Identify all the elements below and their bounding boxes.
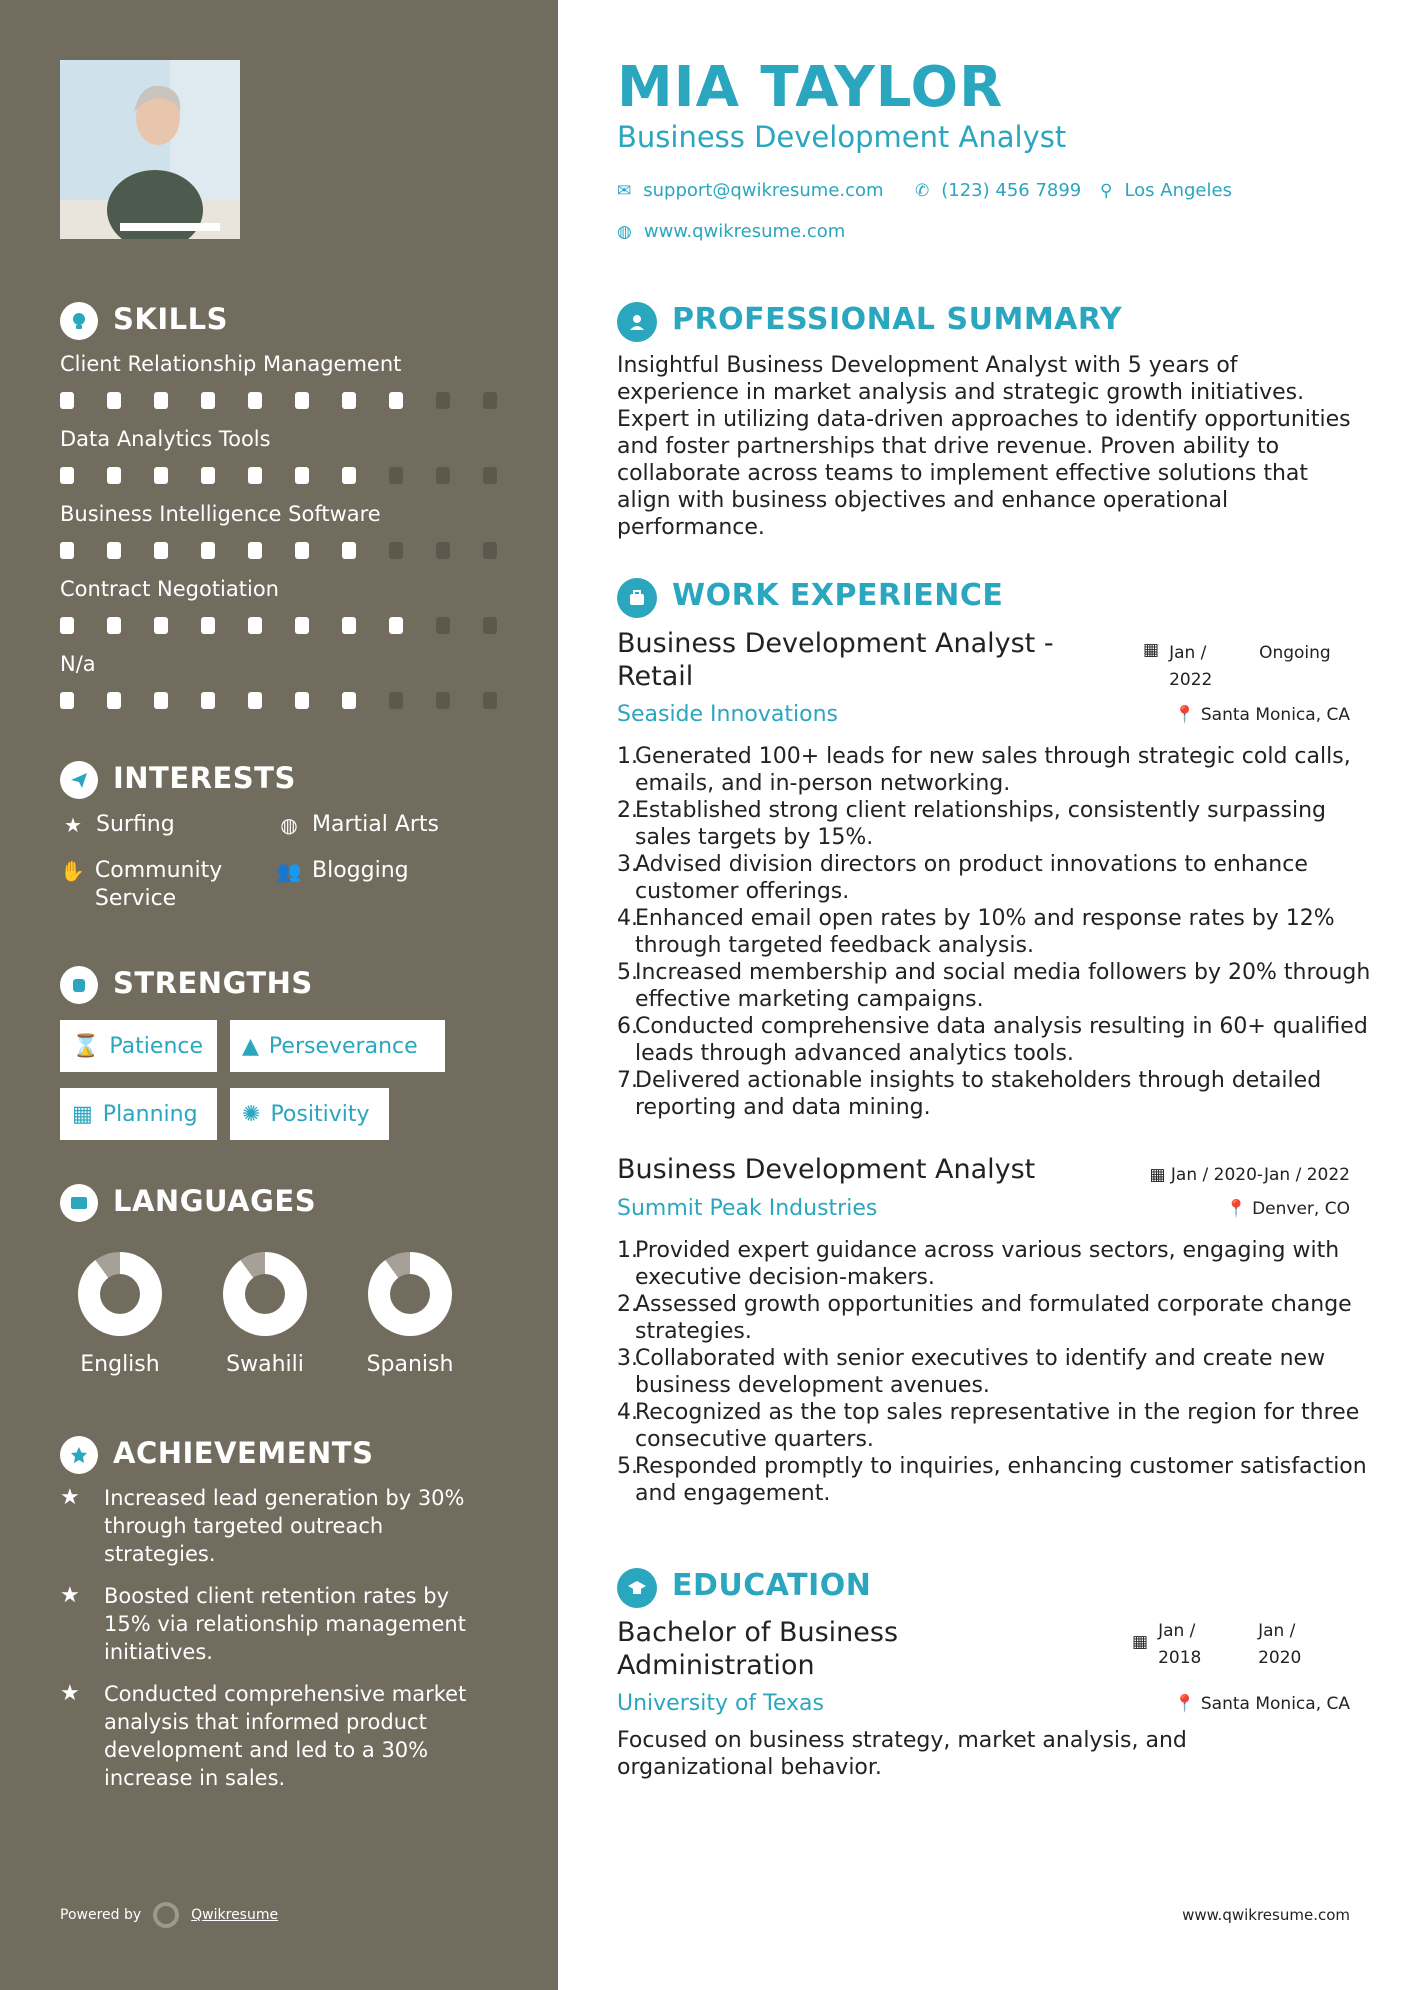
achievement-text: Conducted comprehensive market analysis that informed product development and led to a 30% increase in sales. (104, 1682, 467, 1790)
skill-dot (483, 467, 497, 484)
skill-dot (201, 467, 215, 484)
users-icon: 👥 (276, 859, 302, 883)
skill-dot (248, 617, 262, 634)
job-location-text: Denver, CO (1252, 1199, 1350, 1219)
bullet-item: Conducted comprehensive data analysis resulting in 60+ qualified leads through advanced analytics tools. (635, 1014, 1368, 1066)
achievement-item (60, 1680, 500, 1792)
pin-icon: 📍 (1174, 1694, 1196, 1714)
job-dates-text: Jan / 2020-Jan / 2022 (1170, 1165, 1350, 1185)
hourglass-icon: ⌛ (72, 1033, 100, 1059)
bullet-item: Enhanced email open rates by 10% and response rates by 12% through targeted feedback analysis. (635, 906, 1335, 958)
skill-dot (201, 692, 215, 709)
interest-item (276, 857, 409, 885)
candidate-name: MIA TAYLOR (617, 55, 1004, 120)
job-dates (1149, 1165, 1350, 1185)
language-label: English (80, 1352, 160, 1377)
language-ring (368, 1252, 452, 1336)
bullet-item: Provided expert guidance across various sectors, engaging with executive decision-makers. (635, 1238, 1340, 1290)
skill-dot (436, 542, 450, 559)
achievement-item (60, 1582, 500, 1666)
skill-name: Client Relationship Management (60, 352, 402, 376)
skill-dot (483, 617, 497, 634)
skill-dot (436, 392, 450, 409)
bullet-item: Increased membership and social media followers by 20% through effective marketing campaigns. (635, 960, 1371, 1012)
language-ring (223, 1252, 307, 1336)
language-icon (60, 1184, 98, 1222)
skill-dot (154, 467, 168, 484)
contact-location (1100, 180, 1232, 201)
calendar-icon: ▦ (1143, 640, 1160, 660)
strength-label: Perseverance (268, 1033, 418, 1059)
skill-dot (342, 467, 356, 484)
skill-level (60, 617, 530, 634)
pin-icon: 📍 (1174, 705, 1196, 725)
skill-dot (295, 617, 309, 634)
powered-by (60, 1902, 278, 1928)
road-icon: ▲ (242, 1033, 259, 1059)
shooting-star-icon: ★ (60, 1583, 80, 1608)
skill-dot (295, 542, 309, 559)
skill-level (60, 392, 530, 409)
shooting-star-icon: ★ (60, 1681, 80, 1706)
bullet-item: Established strong client relationships, consistently surpassing sales targets by 15%. (635, 798, 1326, 850)
interest-label: Martial Arts (312, 812, 440, 837)
skill-dot (107, 617, 121, 634)
job-location-text: Santa Monica, CA (1200, 705, 1350, 725)
achievement-item (60, 1484, 500, 1568)
interest-item (276, 811, 439, 839)
email-text: support@qwikresume.com (643, 180, 884, 201)
interests-title: INTERESTS (113, 761, 296, 795)
bullet-item: Collaborated with senior executives to identify and create new business development avenues. (635, 1346, 1326, 1398)
interest-item (60, 857, 250, 913)
calendar-icon: ▦ (1132, 1632, 1149, 1652)
job-dates (1143, 640, 1329, 694)
skills-title: SKILLS (113, 302, 228, 336)
skill-name: Business Intelligence Software (60, 502, 381, 526)
skill-dot (483, 392, 497, 409)
skill-dot (295, 692, 309, 709)
language-item (205, 1252, 325, 1377)
skill-dot (107, 467, 121, 484)
star-icon: ★ (64, 813, 82, 837)
contact-website[interactable] (617, 221, 845, 242)
strength-label: Planning (102, 1101, 198, 1127)
skill-name: Contract Negotiation (60, 577, 279, 601)
job-start: Jan / 2022 (1169, 643, 1213, 690)
shooting-star-icon: ★ (60, 1485, 80, 1510)
languages-title: LANGUAGES (113, 1184, 317, 1218)
skill-dot (389, 692, 403, 709)
skill-dot (201, 542, 215, 559)
interest-label: Blogging (312, 858, 409, 883)
job-title: Business Development Analyst - Retail (617, 628, 1054, 692)
job-location (1226, 1199, 1350, 1219)
language-item (60, 1252, 180, 1377)
skill-dot (154, 542, 168, 559)
education-dates (1132, 1618, 1313, 1672)
skill-dot (60, 467, 74, 484)
qwikresume-logo-icon (153, 1902, 179, 1928)
paper-plane-icon (60, 761, 98, 799)
language-item (350, 1252, 470, 1377)
skill-dot (60, 542, 74, 559)
bullet-item: Advised division directors on product innovations to enhance customer offerings. (635, 852, 1308, 904)
achievement-text: Boosted client retention rates by 15% via relationship management initiatives. (104, 1584, 466, 1664)
brand-link[interactable]: Qwikresume (191, 1907, 279, 1923)
skill-dot (154, 692, 168, 709)
sun-icon: ✺ (242, 1101, 261, 1127)
skill-dot (248, 467, 262, 484)
education-location-text: Santa Monica, CA (1200, 1694, 1350, 1714)
bullet-item: Delivered actionable insights to stakeholders through detailed reporting and data mining. (635, 1068, 1322, 1120)
skill-dot (483, 542, 497, 559)
bullet-item: Responded promptly to inquiries, enhancing customer satisfaction and engagement. (635, 1454, 1367, 1506)
job-bullets (617, 1237, 1380, 1507)
skill-dot (436, 617, 450, 634)
fist-icon (60, 966, 98, 1004)
skill-dot (483, 692, 497, 709)
strength-badge (60, 1020, 217, 1072)
skill-level (60, 467, 530, 484)
skill-dot (107, 542, 121, 559)
sidebar (0, 0, 558, 1990)
strength-badge (230, 1020, 445, 1072)
job-bullets (617, 743, 1380, 1121)
powered-by-label: Powered by (60, 1907, 142, 1923)
skill-dot (389, 542, 403, 559)
summary-text: Insightful Business Development Analyst with 5 years of experience in market analysis and strategic growth initiatives. Expert in utilizing data-driven approaches to identify opportunities and foster partnerships that drive revenue. Proven ability to collaborate across teams to implement effective solutions that align with business objectives and enhance operational performance. (617, 353, 1351, 540)
strength-badge (230, 1088, 389, 1140)
map-pin-icon: ⚲ (1100, 180, 1113, 201)
education-end: Jan / 2020 (1258, 1621, 1302, 1668)
skill-dot (154, 617, 168, 634)
job-end: Ongoing (1259, 643, 1331, 663)
skill-dot (295, 392, 309, 409)
strength-badge (60, 1088, 217, 1140)
language-label: Swahili (226, 1352, 304, 1377)
strengths-title: STRENGTHS (113, 966, 313, 1000)
globe-icon: ◍ (280, 813, 298, 837)
degree-title: Bachelor of Business Administration (617, 1617, 899, 1681)
website-text: www.qwikresume.com (643, 221, 846, 242)
skill-dot (342, 542, 356, 559)
skill-dot (342, 692, 356, 709)
skill-name: Data Analytics Tools (60, 427, 271, 451)
interest-item (60, 811, 175, 839)
contact-phone[interactable] (915, 180, 1081, 201)
skill-dot (107, 692, 121, 709)
interest-label: Community Service (94, 858, 223, 911)
hand-icon: ✋ (60, 859, 85, 883)
skill-dot (248, 542, 262, 559)
phone-icon: ✆ (915, 180, 930, 201)
language-label: Spanish (366, 1352, 454, 1377)
bullet-item: Generated 100+ leads for new sales through strategic cold calls, emails, and in-person networking. (635, 744, 1351, 796)
skill-dot (60, 617, 74, 634)
job-company: Seaside Innovations (617, 702, 838, 727)
achievements-title: ACHIEVEMENTS (113, 1436, 374, 1470)
school-name: University of Texas (617, 1691, 824, 1716)
location-text: Los Angeles (1124, 180, 1232, 201)
skill-name: N/a (60, 652, 96, 676)
achievement-text: Increased lead generation by 30% through targeted outreach strategies. (104, 1486, 465, 1566)
user-icon (617, 302, 657, 342)
education-start: Jan / 2018 (1158, 1621, 1202, 1668)
skill-dot (248, 392, 262, 409)
globe-icon: ◍ (617, 221, 632, 242)
phone-text: (123) 456 7899 (941, 180, 1082, 201)
footer-url[interactable]: www.qwikresume.com (1182, 1906, 1350, 1924)
strength-label: Positivity (270, 1101, 370, 1127)
profile-photo (60, 60, 240, 239)
graduation-icon (617, 1568, 657, 1608)
skill-level (60, 692, 530, 709)
skill-dot (201, 392, 215, 409)
pin-icon: 📍 (1225, 1199, 1247, 1219)
job-location (1174, 705, 1350, 725)
skill-dot (154, 392, 168, 409)
skill-dot (436, 467, 450, 484)
skill-dot (60, 692, 74, 709)
skill-dot (342, 617, 356, 634)
job-company: Summit Peak Industries (617, 1196, 878, 1221)
job-title: Business Development Analyst (617, 1154, 1036, 1185)
skill-dot (201, 617, 215, 634)
skill-dot (389, 392, 403, 409)
candidate-role: Business Development Analyst (617, 120, 1067, 154)
skill-dot (436, 692, 450, 709)
skill-level (60, 542, 530, 559)
skill-dot (342, 392, 356, 409)
language-ring (78, 1252, 162, 1336)
education-title: EDUCATION (672, 1568, 872, 1603)
skill-dot (295, 467, 309, 484)
education-location (1174, 1694, 1350, 1714)
interest-label: Surfing (96, 812, 175, 837)
skill-dot (60, 392, 74, 409)
contact-email[interactable] (617, 180, 884, 201)
envelope-icon: ✉ (617, 180, 632, 201)
briefcase-icon (617, 578, 657, 618)
strength-label: Patience (109, 1033, 204, 1059)
skill-dot (389, 617, 403, 634)
trophy-icon (60, 1436, 98, 1474)
bullet-item: Assessed growth opportunities and formulated corporate change strategies. (635, 1292, 1352, 1344)
summary-title: PROFESSIONAL SUMMARY (672, 302, 1123, 337)
lightbulb-icon (60, 302, 98, 340)
education-text: Focused on business strategy, market analysis, and organizational behavior. (617, 1728, 1187, 1780)
skill-dot (389, 467, 403, 484)
bullet-item: Recognized as the top sales representative in the region for three consecutive quarters. (635, 1400, 1360, 1452)
calendar-icon: ▦ (1149, 1165, 1166, 1185)
skill-dot (248, 692, 262, 709)
skill-dot (107, 392, 121, 409)
calendar-icon: ▦ (72, 1101, 93, 1127)
experience-title: WORK EXPERIENCE (672, 578, 1004, 613)
